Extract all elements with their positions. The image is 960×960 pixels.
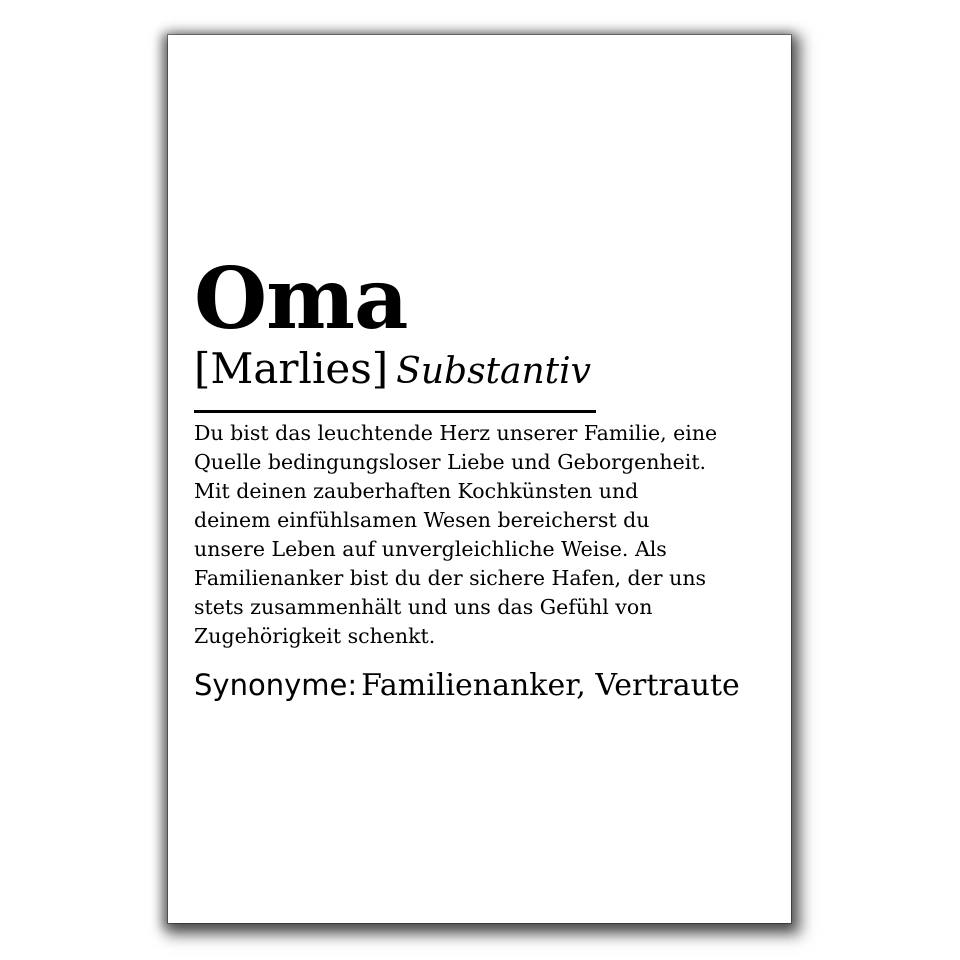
person-name: [Marlies] [194,344,389,393]
definition-line: unsere Leben auf unvergleichliche Weise. Als [194,537,667,561]
definition-card [168,35,791,923]
subline [194,345,774,396]
divider-rule [194,410,596,413]
definition-line: Zugehörigkeit schenkt. [194,624,436,648]
part-of-speech: Substantiv [396,351,591,392]
synonyms-values: Familienanker, Vertraute [361,668,740,703]
definition-line: stets zusammenhält und uns das Gefühl von [194,595,653,619]
definition-line: Du bist das leuchtende Herz unserer Familie, eine [194,421,718,445]
definition-line: Quelle bedingungsloser Liebe und Geborgenheit. [194,450,707,474]
definition-line: deinem einfühlsamen Wesen bereicherst du [194,508,650,532]
definition-text [194,419,774,651]
card-content [194,249,774,704]
synonyms [194,667,774,704]
headword: Oma [194,249,408,348]
definition-line: Familienanker bist du der sichere Hafen, der uns [194,566,707,590]
definition-line: Mit deinen zauberhaften Kochkünsten und [194,479,639,503]
synonyms-label: Synonyme: [194,668,358,702]
